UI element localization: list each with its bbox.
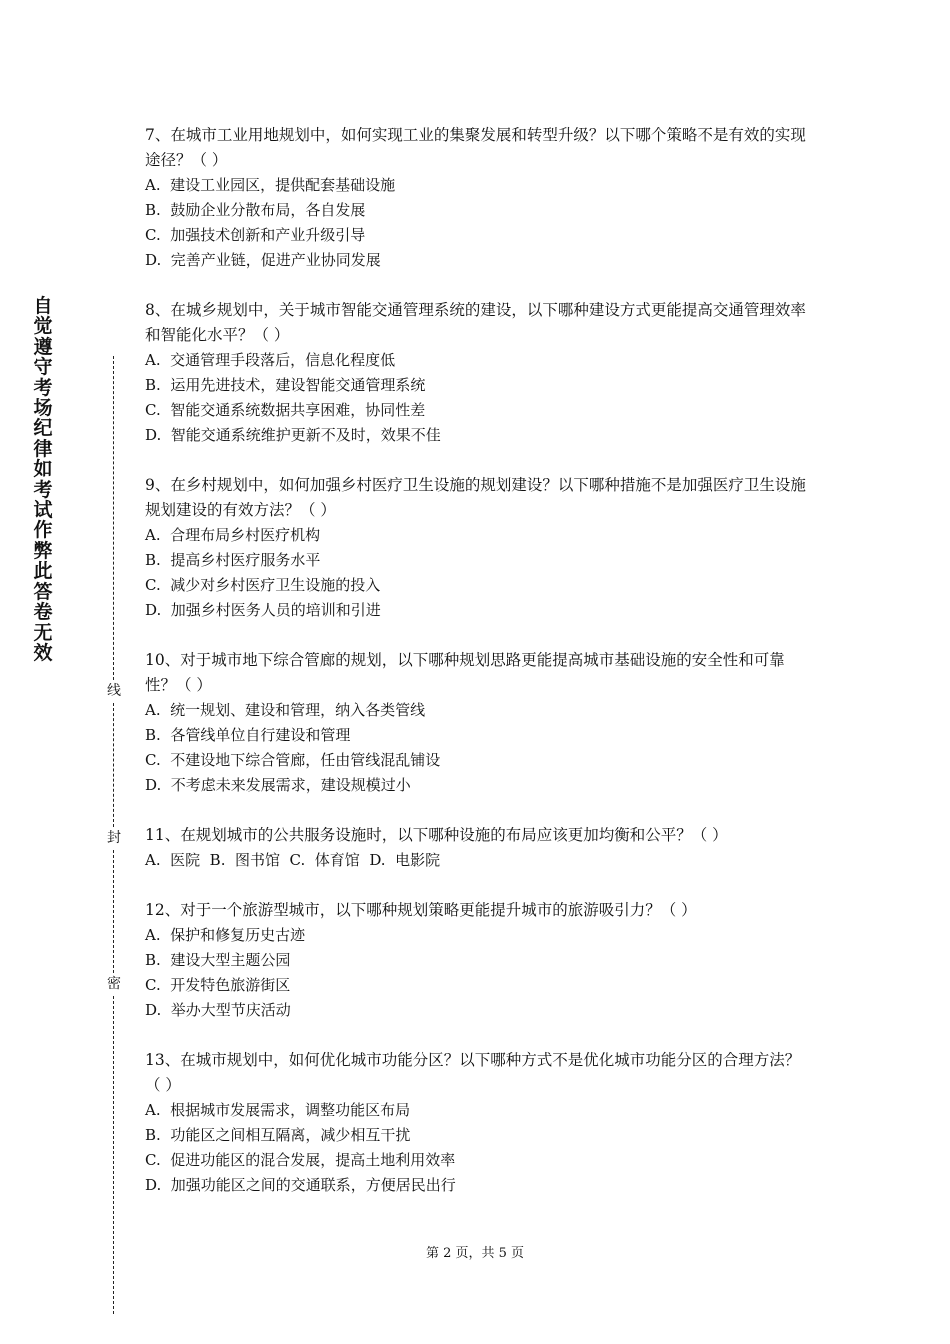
option-d: D. 举办大型节庆活动	[145, 1001, 291, 1019]
option-d: D. 加强乡村医务人员的培训和引进	[145, 601, 381, 619]
question-9	[145, 473, 815, 623]
option-a: A. 根据城市发展需求，调整功能区布局	[145, 1101, 411, 1119]
question-text: 13、在城市规划中，如何优化城市功能分区？以下哪种方式不是优化城市功能分区的合理方法？（ ）	[145, 1051, 801, 1094]
binding-line-segment	[113, 703, 114, 827]
page-number: 第 2 页，共 5 页	[425, 1246, 525, 1261]
option-a: A. 建设工业园区，提供配套基础设施	[145, 176, 396, 194]
option-b: B. 各管线单位自行建设和管理	[145, 726, 351, 744]
binding-mark-seal: 封	[104, 830, 124, 846]
question-text: 11、在规划城市的公共服务设施时，以下哪种设施的布局应该更加均衡和公平？（ ）	[145, 826, 728, 844]
binding-mark-secret: 密	[104, 976, 124, 992]
option-c: C. 开发特色旅游街区	[145, 976, 291, 994]
binding-mark-line: 线	[104, 683, 124, 699]
option-b: B. 提高乡村医疗服务水平	[145, 551, 321, 569]
question-13	[145, 1048, 815, 1198]
option-c: C. 加强技术创新和产业升级引导	[145, 226, 366, 244]
option-a: A. 保护和修复历史古迹	[145, 926, 306, 944]
option-b: B. 功能区之间相互隔离，减少相互干扰	[145, 1126, 411, 1144]
question-text: 7、在城市工业用地规划中，如何实现工业的集聚发展和转型升级？以下哪个策略不是有效的实现途径？（ ）	[145, 126, 806, 169]
option-c: C. 减少对乡村医疗卫生设施的投入	[145, 576, 381, 594]
option-d: D. 智能交通系统维护更新不及时，效果不佳	[145, 426, 441, 444]
option-d: D. 不考虑未来发展需求，建设规模过小	[145, 776, 411, 794]
option-c: C. 促进功能区的混合发展，提高土地利用效率	[145, 1151, 456, 1169]
option-row: A. 医院 B. 图书馆 C. 体育馆 D. 电影院	[145, 851, 441, 869]
binding-line-segment	[113, 356, 114, 680]
question-text: 8、在城乡规划中，关于城市智能交通管理系统的建设，以下哪种建设方式更能提高交通管理效率和智能化水平？（ ）	[145, 301, 806, 344]
binding-line-segment	[113, 850, 114, 973]
option-d: D. 完善产业链，促进产业协同发展	[145, 251, 381, 269]
question-text: 12、对于一个旅游型城市，以下哪种规划策略更能提升城市的旅游吸引力？（ ）	[145, 901, 697, 919]
question-11	[145, 823, 815, 873]
option-b: B. 运用先进技术，建设智能交通管理系统	[145, 376, 426, 394]
option-b: B. 建设大型主题公园	[145, 951, 291, 969]
binding-line-segment	[113, 996, 114, 1314]
option-a: A. 交通管理手段落后，信息化程度低	[145, 351, 396, 369]
question-12	[145, 898, 815, 1023]
question-text: 10、对于城市地下综合管廊的规划，以下哪种规划思路更能提高城市基础设施的安全性和可靠性？（ ）	[145, 651, 785, 694]
option-c: C. 智能交通系统数据共享困难，协同性差	[145, 401, 426, 419]
exam-discipline-notice: 自觉遵守考场纪律如考试作弊此答卷无效	[33, 295, 53, 664]
question-10	[145, 648, 815, 798]
option-b: B. 鼓励企业分散布局，各自发展	[145, 201, 366, 219]
question-7	[145, 123, 815, 273]
question-8	[145, 298, 815, 448]
option-a: A. 统一规划、建设和管理，纳入各类管线	[145, 701, 426, 719]
option-c: C. 不建设地下综合管廊，任由管线混乱铺设	[145, 751, 441, 769]
option-a: A. 合理布局乡村医疗机构	[145, 526, 321, 544]
question-text: 9、在乡村规划中，如何加强乡村医疗卫生设施的规划建设？以下哪种措施不是加强医疗卫生设施规划建设的有效方法？（ ）	[145, 476, 806, 519]
question-list	[145, 123, 815, 1223]
option-d: D. 加强功能区之间的交通联系，方便居民出行	[145, 1176, 456, 1194]
